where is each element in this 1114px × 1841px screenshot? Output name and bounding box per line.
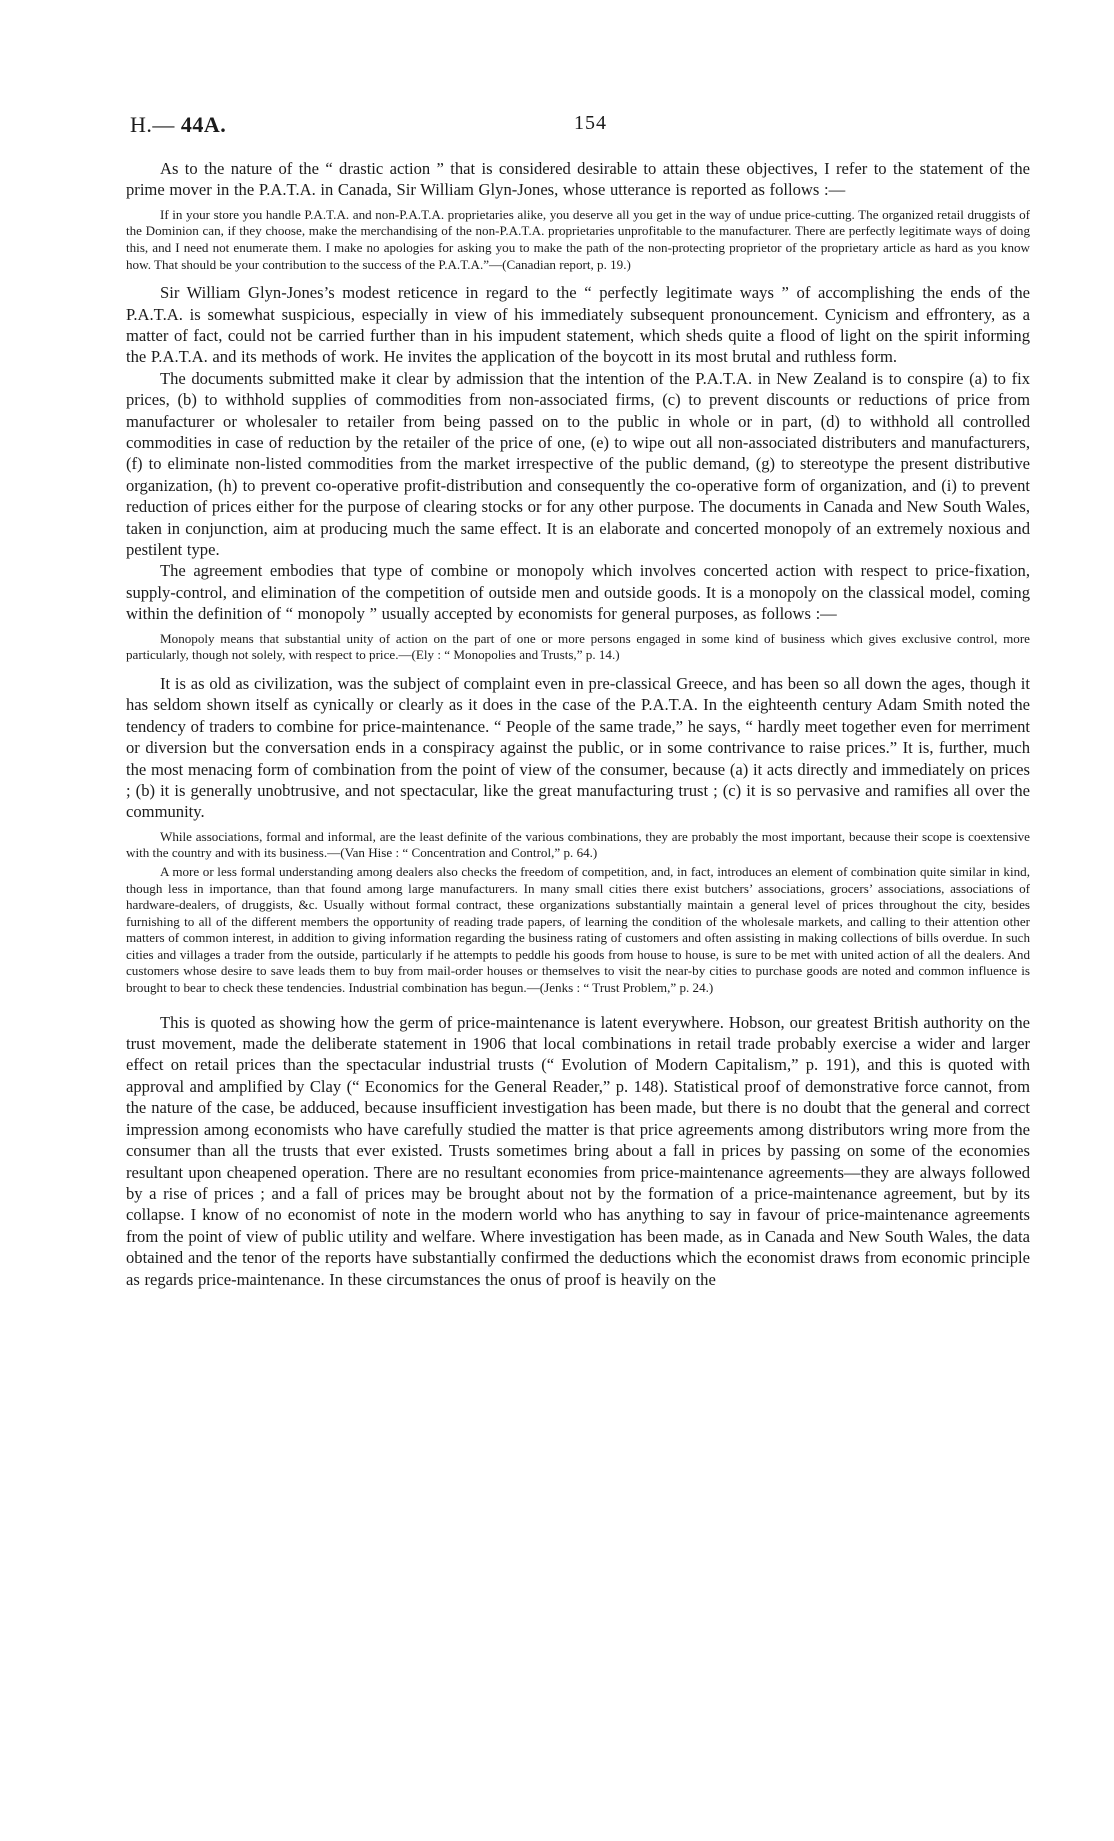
paragraph-drastic-action: As to the nature of the “ drastic action ” that is considered desirable to attain these objectives, I refer to the statement of the prime mover in the P.A.T.A. in Canada, Sir William Glyn-Jones, whose utterance is reported as follows :—	[126, 159, 1030, 200]
quote-text: If in your store you handle P.A.T.A. and non-P.A.T.A. proprietaries alike, you deserve all you get in the way of undue price-cutting. The organized retail druggists of the Dominion can, if they choose, make the merchandising of the non-P.A.T.A. proprietaries unprofitable to the manufacturer. There are perfectly legitimate ways of doing this, and I need not enumerate them. I make no apologies for asking you to make the path of the non-protecting proprietor of the proprietary article as hard as you know how. That should be your contribution to the success of the P.A.T.A.”—(Canadian report, p. 19.)	[126, 206, 1030, 272]
quote-text: Monopoly means that substantial unity of action on the part of one or more persons engaged in some kind of business which gives exclusive control, more particularly, though not solely, with respect to price.—(Ely : “ Monopolies and Trusts,” p. 14.)	[126, 630, 1030, 663]
paragraph-agreement-embodies: The agreement embodies that type of combine or monopoly which involves concerted action with respect to price-fixation, supply-control, and elimination of the competition of outside men and outside goods. It is a monopoly on the classical model, coming within the definition of “ monopoly ” usually accepted by economists for general purposes, as follows :—	[126, 561, 1030, 624]
quote-text: While associations, formal and informal, are the least definite of the various combinations, they are probably the most important, because their scope is coextensive with the country and with its business.—(Van Hise : “ Concentration and Control,” p. 64.)	[126, 828, 1030, 861]
paragraph-germ-of-price-maintenance: This is quoted as showing how the germ of price-maintenance is latent everywhere. Hobson, our greatest British authority on the trust movement, made the deliberate statement in 1906 that local combinations in retail trade probably exercise a wider and larger effect on retail prices than the spectacular industrial trusts (“ Evolution of Modern Capitalism,” p. 191), and this is quoted with approval and amplified by Clay (“ Economics for the General Reader,” p. 148). Statistical proof of demonstrative force cannot, from the nature of the case, be adduced, because insufficient investigation has been made, but there is no doubt that the general and correct impression among economists who have carefully studied the matter is that price agreements among distributors wring more from the consumer than all the trusts that ever existed. Trusts sometimes bring about a fall in prices by passing on some of the economies resultant upon cheapened operation. There are no resultant economies from price-maintenance agreements—they are always followed by a rise of prices ; and a fall of prices may be brought about not by the formation of a price-maintenance agreement, but by its collapse. I know of no economist of note in the modern world who has anything to say in favour of price-maintenance agreements from the point of view of public utility and welfare. Where investigation has been made, as in Canada and New South Wales, the data obtained and the tenor of the reports have substantially confirmed the deductions which the economist draws from economic principle as regards price-maintenance. In these circumstances the onus of proof is heavily on the	[126, 1012, 1030, 1289]
paragraph-reticence: Sir William Glyn-Jones’s modest reticence in regard to the “ perfectly legitimate ways ” of accomplishing the ends of the P.A.T.A. is somewhat suspicious, especially in view of his immediately subsequent pronouncement. Cynicism and effrontery, as a matter of fact, could not be carried further than in his impudent statement, which sheds quite a flood of light on the spirit informing the P.A.T.A. and its methods of work. He invites the application of the boycott in its most brutal and ruthless form.	[126, 283, 1030, 367]
page-header	[126, 112, 1030, 146]
quote-ely-monopoly	[126, 631, 1030, 664]
paper-reference-prefix: H.—	[130, 112, 175, 137]
quote-jenks	[126, 864, 1030, 997]
quote-van-hise	[126, 829, 1030, 862]
page-number: 154	[574, 112, 607, 134]
paragraph-old-as-civilization: It is as old as civilization, was the subject of complaint even in pre-classical Greece, and has been so all down the ages, though it has seldom shown itself as cynically or clearly as it does in the case of the P.A.T.A. In the eighteenth century Adam Smith noted the tendency of traders to combine for price-maintenance. “ People of the same trade,” he says, “ hardly meet together even for merriment or diversion but the conversation ends in a conspiracy against the public, or in some contrivance to raise prices.” It is, further, much the most menacing form of combination from the point of view of the consumer, because (a) it acts directly and immediately on prices ; (b) it is generally unobtrusive, and not spectacular, like the great manufacturing trust ; (c) it is so pervasive and ramifies all over the community.	[126, 673, 1030, 822]
paper-reference	[130, 112, 226, 138]
document-page	[126, 112, 1030, 1290]
paper-reference-number: 44A.	[180, 112, 227, 137]
quote-glyn-jones	[126, 207, 1030, 273]
quote-text: A more or less formal understanding among dealers also checks the freedom of competition, and, in fact, introduces an element of combination quite similar in kind, though less in importance, than that found among large manufacturers. In many small cities there exist butchers’ associations, grocers’ associations, associations of hardware-dealers, of druggists, &c. Usually without formal contract, these organizations substantially maintain a general level of prices throughout the city, besides furnishing to all of the different members the opportunity of reading trade papers, of learning the condition of the wholesale markets, and calling to their attention other matters of common interest, in addition to giving information regarding the business rating of customers and often assisting in making collections of bills overdue. In such cities and villages a trader from the outside, particularly if he attempts to peddle his goods from house to house, is sure to be met with united action of all the dealers. And customers whose desire to save leads them to buy from mail-order houses or themselves to visit the near-by cities to purchase goods are noted and common influence is brought to bear to check these tendencies. Industrial combination has begun.—(Jenks : “ Trust Problem,” p. 24.)	[126, 863, 1030, 996]
paragraph-documents-submitted: The documents submitted make it clear by admission that the intention of the P.A.T.A. in New Zealand is to conspire (a) to fix prices, (b) to withhold supplies of commodities from non-associated firms, (c) to prevent discounts or reductions of price from manufacturer or wholesaler to retailer from being passed on to the public in whole or in part, (d) to withhold all controlled commodities in case of reduction by the retailer of the price of one, (e) to wipe out all non-associated distributers and manufacturers, (f) to eliminate non-listed commodities from the market irrespective of the public demand, (g) to stereotype the present distributive organization, (h) to prevent co-operative profit-distribution and consequently the co-operative form of organization, and (i) to prevent reduction of prices either for the purpose of clearing stocks or for any other purpose. The documents in Canada and New South Wales, taken in conjunction, aim at producing much the same effect. It is an elaborate and concerted monopoly of an extremely noxious and pestilent type.	[126, 368, 1030, 560]
